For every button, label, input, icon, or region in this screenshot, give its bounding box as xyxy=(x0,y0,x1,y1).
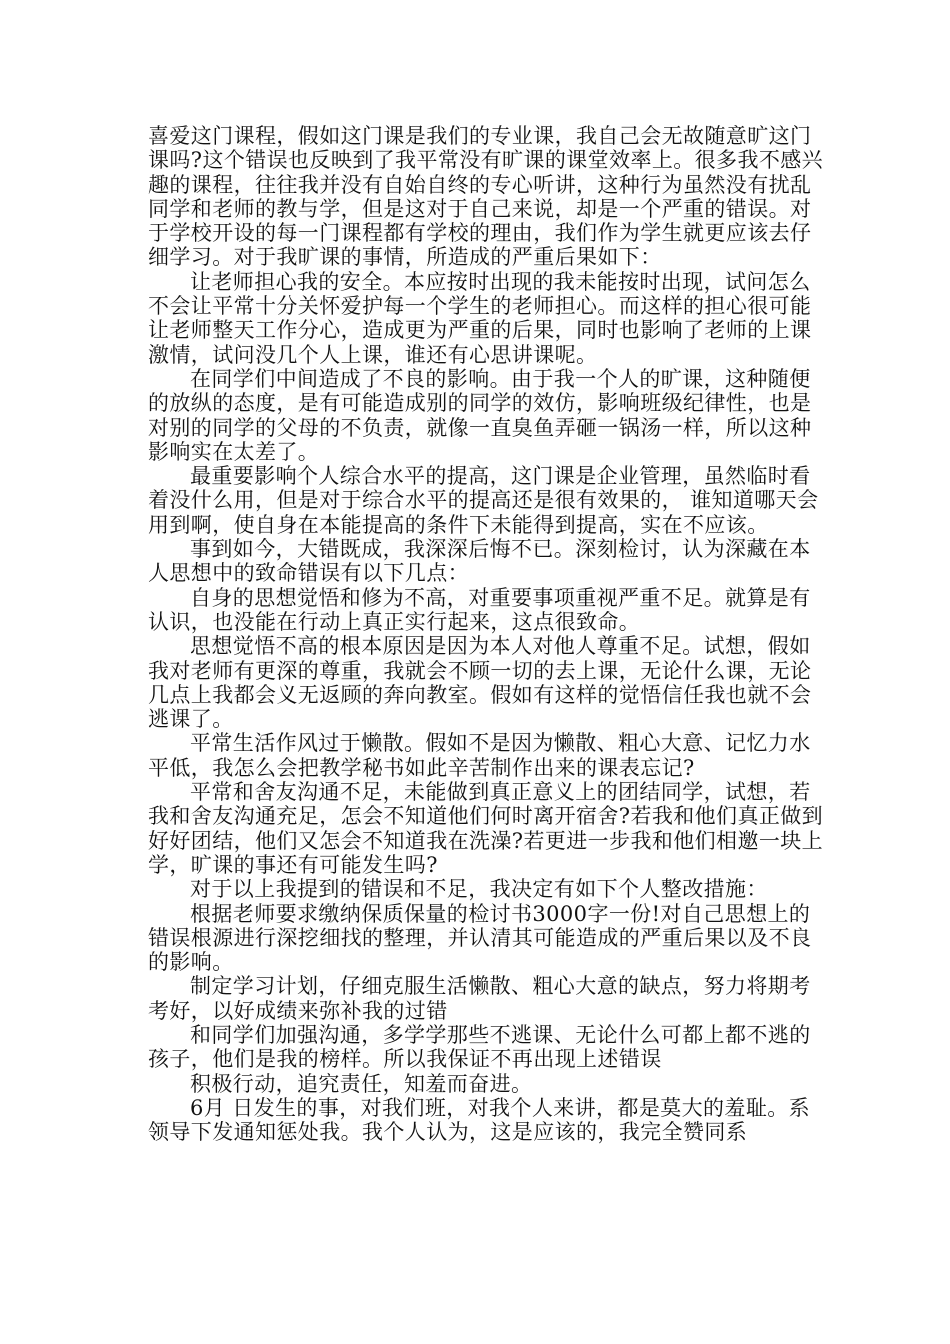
body-paragraph-10: 对于以上我提到的错误和不足，我决定有如下个人整改措施： xyxy=(190,877,768,902)
body-paragraph-4: 最重要影响个人综合水平的提高，这门课是企业管理，虽然临时看着没什么用，但是对于综合水平的提高还是很有效果的， 谁知道哪天会用到啊，使自身在本能提高的条件下未能得到提高，实在不应该。 xyxy=(148,464,819,537)
body-paragraph-11: 根据老师要求缴纳保质保量的检讨书3000字一份!对自己思想上的错误根源进行深挖细找的整理，并认清其可能造成的严重后果以及不良的影响。 xyxy=(148,901,812,975)
body-paragraph-13: 和同学们加强沟通，多学学那些不逃课、无论什么可都上都不逃的孩子，他们是我的榜样。所以我保证不再出现上述错误 xyxy=(148,1022,811,1072)
body-paragraph-7: 思想觉悟不高的根本原因是因为本人对他人尊重不足。试想，假如我对老师有更深的尊重，我就会不顾一切的去上课，无论什么课，无论几点上我都会义无返顾的奔向教室。假如有这样的觉悟信任我也就不会逃课了。 xyxy=(148,634,812,732)
body-paragraph-14: 积极行动，追究责任，知羞而奋进。 xyxy=(190,1071,533,1096)
body-paragraph-2: 让老师担心我的安全。本应按时出现的我未能按时出现，试问怎么不会让平常十分关怀爱护每一个学生的老师担心。而这样的担心很可能让老师整天工作分心，造成更为严重的后果，同时也影响了老师的上课激情，试问没几个人上课，谁还有心思讲课呢。 xyxy=(148,269,812,367)
document-page xyxy=(148,124,828,1144)
body-paragraph-3: 在同学们中间造成了不良的影响。由于我一个人的旷课，这种随便的放纵的态度，是有可能造成别的同学的效仿，影响班级纪律性，也是对别的同学的父母的不负责，就像一直臭鱼弄砸一锅汤一样，所以这种影响实在太差了。 xyxy=(148,366,812,464)
body-paragraph-9: 平常和舍友沟通不足，未能做到真正意义上的团结同学，试想，若我和舍友沟通充足，怎会不知道他们何时离开宿舍?若我和他们真正做到好好团结，他们又怎会不知道我在洗澡?若更进一步我和他们相邀一块上学，旷课的事还有可能发生吗? xyxy=(148,780,824,877)
body-paragraph-15: 6月 日发生的事，对我们班，对我个人来讲，都是莫大的羞耻。系领导下发通知惩处我。我个人认为，这是应该的，我完全赞同系 xyxy=(148,1095,811,1145)
body-paragraph-5: 事到如今，大错既成，我深深后悔不已。深刻检讨，认为深藏在本人思想中的致命错误有以下几点： xyxy=(148,537,811,586)
body-paragraph-1: 喜爱这门课程，假如这门课是我们的专业课，我自己会无故随意旷这门课吗?这个错误也反映到了我平常没有旷课的课堂效率上。很多我不感兴趣的课程，往往我并没有自始自终的专心听讲，这种行为虽然没有扰乱同学和老师的教与学，但是这对于自己来说，却是一个严重的错误。对于学校开设的每一门课程都有学校的理由，我们作为学生就更应该去仔细学习。对于我旷课的事情，所造成的严重后果如下： xyxy=(148,124,824,270)
body-paragraph-8: 平常生活作风过于懒散。假如不是因为懒散、粗心大意、记忆力水平低，我怎么会把教学秘书如此辛苦制作出来的课表忘记? xyxy=(148,731,811,780)
body-paragraph-6: 自身的思想觉悟和修为不高，对重要事项重视严重不足。就算是有认识，也没能在行动上真正实行起来，这点很致命。 xyxy=(148,585,811,634)
body-paragraph-12: 制定学习计划，仔细克服生活懒散、粗心大意的缺点，努力将期考考好，以好成绩来弥补我的过错 xyxy=(148,974,811,1023)
